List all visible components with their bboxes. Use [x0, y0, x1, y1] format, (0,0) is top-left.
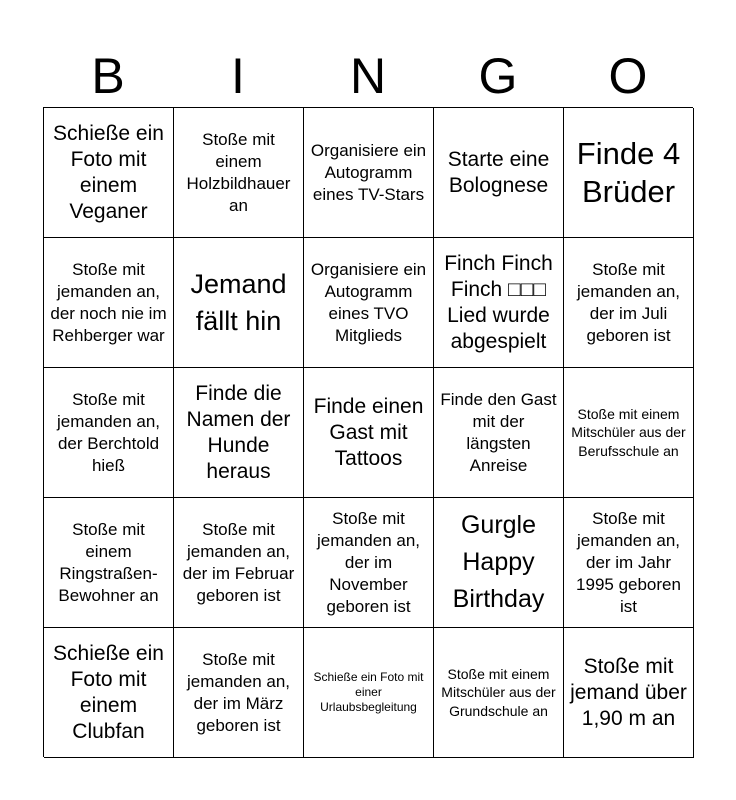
- cell-text: Stoße mit einem Ringstraßen-Bewohner an: [58, 519, 159, 605]
- header-letter-n: N: [349, 48, 387, 104]
- bingo-cell-r5-c1[interactable]: [44, 628, 174, 758]
- cell-text: Finde den Gast mit der längsten Anreise: [440, 389, 557, 475]
- cell-text: Organisiere ein Autogramm eines TV-Stars: [310, 140, 427, 204]
- cell-text: Stoße mit jemanden an, der im November geboren ist: [316, 508, 421, 616]
- cell-text: Finde die Namen der Hunde heraus: [186, 381, 291, 483]
- bingo-cell-r1-c5[interactable]: [564, 108, 694, 238]
- bingo-cell-r1-c1[interactable]: [44, 108, 174, 238]
- cell-text: Finde 4 Brüder: [576, 135, 681, 209]
- bingo-cell-r4-c1[interactable]: [44, 498, 174, 628]
- bingo-cell-r1-c3[interactable]: [304, 108, 434, 238]
- header-letter-o: O: [608, 48, 648, 104]
- header-letter-g: G: [478, 48, 518, 104]
- bingo-cell-r1-c2[interactable]: [174, 108, 304, 238]
- cell-text: Finde einen Gast mit Tattoos: [313, 394, 424, 470]
- bingo-cell-r2-c3[interactable]: [304, 238, 434, 368]
- bingo-cell-r5-c3[interactable]: [304, 628, 434, 758]
- cell-text: Stoße mit jemanden an, der im März geboren ist: [186, 649, 291, 735]
- cell-text: Stoße mit jemanden an, der noch nie im Rehberger war: [50, 259, 167, 345]
- cell-text: Starte eine Bolognese: [447, 147, 550, 197]
- cell-text: Finch Finch Finch □□□ Lied wurde abgespielt: [444, 251, 553, 353]
- bingo-cell-r4-c3[interactable]: [304, 498, 434, 628]
- cell-text: Stoße mit jemanden an, der im Jahr 1995 geboren ist: [576, 508, 681, 616]
- cell-text: Stoße mit jemand über 1,90 m an: [570, 654, 687, 730]
- cell-text: Schieße ein Foto mit einem Clubfan: [53, 641, 164, 743]
- bingo-cell-r3-c3[interactable]: [304, 368, 434, 498]
- bingo-cell-r5-c2[interactable]: [174, 628, 304, 758]
- cell-text: Stoße mit einem Mitschüler aus der Berufsschule an: [571, 405, 686, 459]
- bingo-cell-r2-c1[interactable]: [44, 238, 174, 368]
- cell-text: Organisiere ein Autogramm eines TVO Mitglieds: [310, 259, 427, 345]
- cell-text: Stoße mit einem Holzbildhauer an: [186, 129, 291, 215]
- bingo-cell-r4-c5[interactable]: [564, 498, 694, 628]
- bingo-cell-r3-c5[interactable]: [564, 368, 694, 498]
- bingo-cell-r2-c5[interactable]: [564, 238, 694, 368]
- cell-text: Jemand fällt hin: [190, 268, 287, 336]
- bingo-cell-r2-c4[interactable]: [434, 238, 564, 368]
- cell-text: Stoße mit jemanden an, der im Februar geboren ist: [182, 519, 295, 605]
- bingo-cell-r2-c2[interactable]: [174, 238, 304, 368]
- bingo-cell-r3-c4[interactable]: [434, 368, 564, 498]
- bingo-header: [43, 46, 693, 106]
- cell-text: Schieße ein Foto mit einer Urlaubsbegleitung: [313, 670, 424, 714]
- bingo-cell-r3-c2[interactable]: [174, 368, 304, 498]
- bingo-cell-r4-c2[interactable]: [174, 498, 304, 628]
- cell-text: Stoße mit einem Mitschüler aus der Grundschule an: [441, 665, 556, 719]
- bingo-cell-r3-c1[interactable]: [44, 368, 174, 498]
- bingo-cell-r4-c4[interactable]: [434, 498, 564, 628]
- bingo-cell-r5-c4[interactable]: [434, 628, 564, 758]
- cell-text: Stoße mit jemanden an, der Berchtold hieß: [56, 389, 161, 475]
- cell-text: Gurgle Happy Birthday: [452, 511, 545, 613]
- cell-text: Schieße ein Foto mit einem Veganer: [53, 121, 164, 223]
- bingo-grid: [43, 107, 693, 757]
- header-letter-i: I: [231, 48, 245, 104]
- cell-text: Stoße mit jemanden an, der im Juli geboren ist: [576, 259, 681, 345]
- bingo-cell-r1-c4[interactable]: [434, 108, 564, 238]
- bingo-cell-r5-c5[interactable]: [564, 628, 694, 758]
- header-letter-b: B: [91, 48, 125, 104]
